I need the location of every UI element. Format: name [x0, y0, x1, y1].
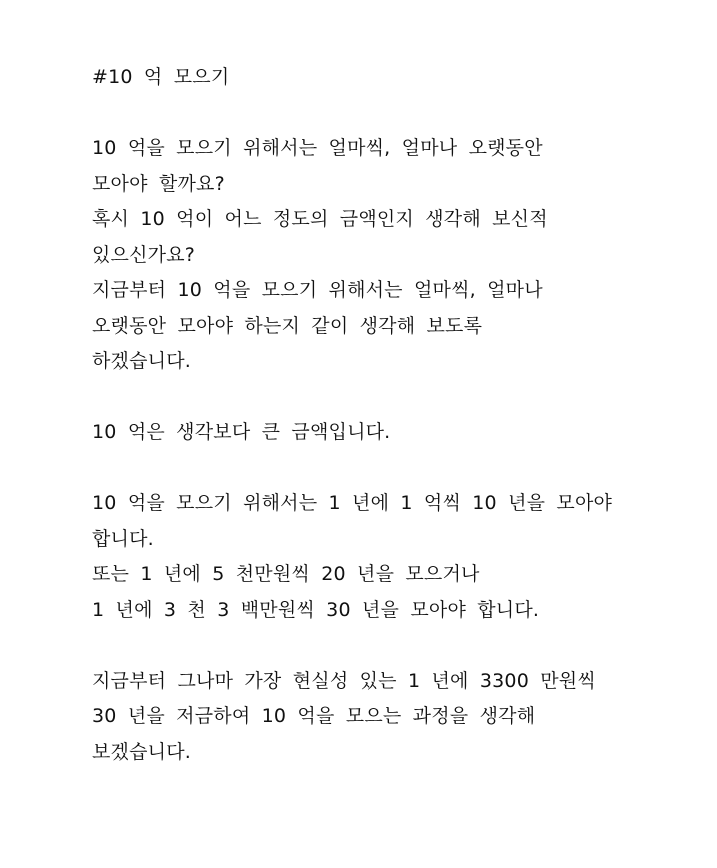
paragraph-plans: [92, 486, 652, 628]
paragraph-line: 또는 1 년에 5 천만원씩 20 년을 모으거나: [92, 563, 480, 585]
paragraph-spacer: [92, 451, 652, 487]
paragraph-line: 30 년을 저금하여 10 억을 모으는 과정을 생각해: [92, 705, 536, 727]
document-body: [92, 60, 652, 770]
paragraph-conclusion: [92, 664, 652, 771]
paragraph-intro: [92, 131, 652, 380]
paragraph-spacer: [92, 96, 652, 132]
paragraph-line: 모아야 할까요?: [92, 172, 225, 195]
paragraph-line: 있으신가요?: [92, 243, 196, 266]
document-title: #10 억 모으기: [92, 66, 230, 88]
paragraph-line: 합니다.: [92, 527, 154, 550]
paragraph-line: 10 억은 생각보다 큰 금액입니다.: [92, 421, 391, 443]
paragraph-spacer: [92, 380, 652, 416]
paragraph-line: 보겠습니다.: [92, 740, 192, 763]
paragraph-line: 10 억을 모으기 위해서는 1 년에 1 억씩 10 년을 모아야: [92, 492, 613, 514]
paragraph-line: 지금부터 그나마 가장 현실성 있는 1 년에 3300 만원씩: [92, 669, 596, 692]
paragraph-line: 1 년에 3 천 3 백만원씩 30 년을 모아야 합니다.: [92, 598, 540, 621]
paragraph-line: 혹시 10 억이 어느 정도의 금액인지 생각해 보신적: [92, 208, 548, 230]
paragraph-line: 하겠습니다.: [92, 350, 192, 372]
paragraph-line: 지금부터 10 억을 모으기 위해서는 얼마씩, 얼마나: [92, 279, 543, 301]
paragraph-spacer: [92, 628, 652, 664]
paragraph-line: 오랫동안 모아야 하는지 같이 생각해 보도록: [92, 314, 483, 337]
paragraph-amount: [92, 415, 652, 451]
paragraph-line: 10 억을 모으기 위해서는 얼마씩, 얼마나 오랫동안: [92, 137, 543, 159]
